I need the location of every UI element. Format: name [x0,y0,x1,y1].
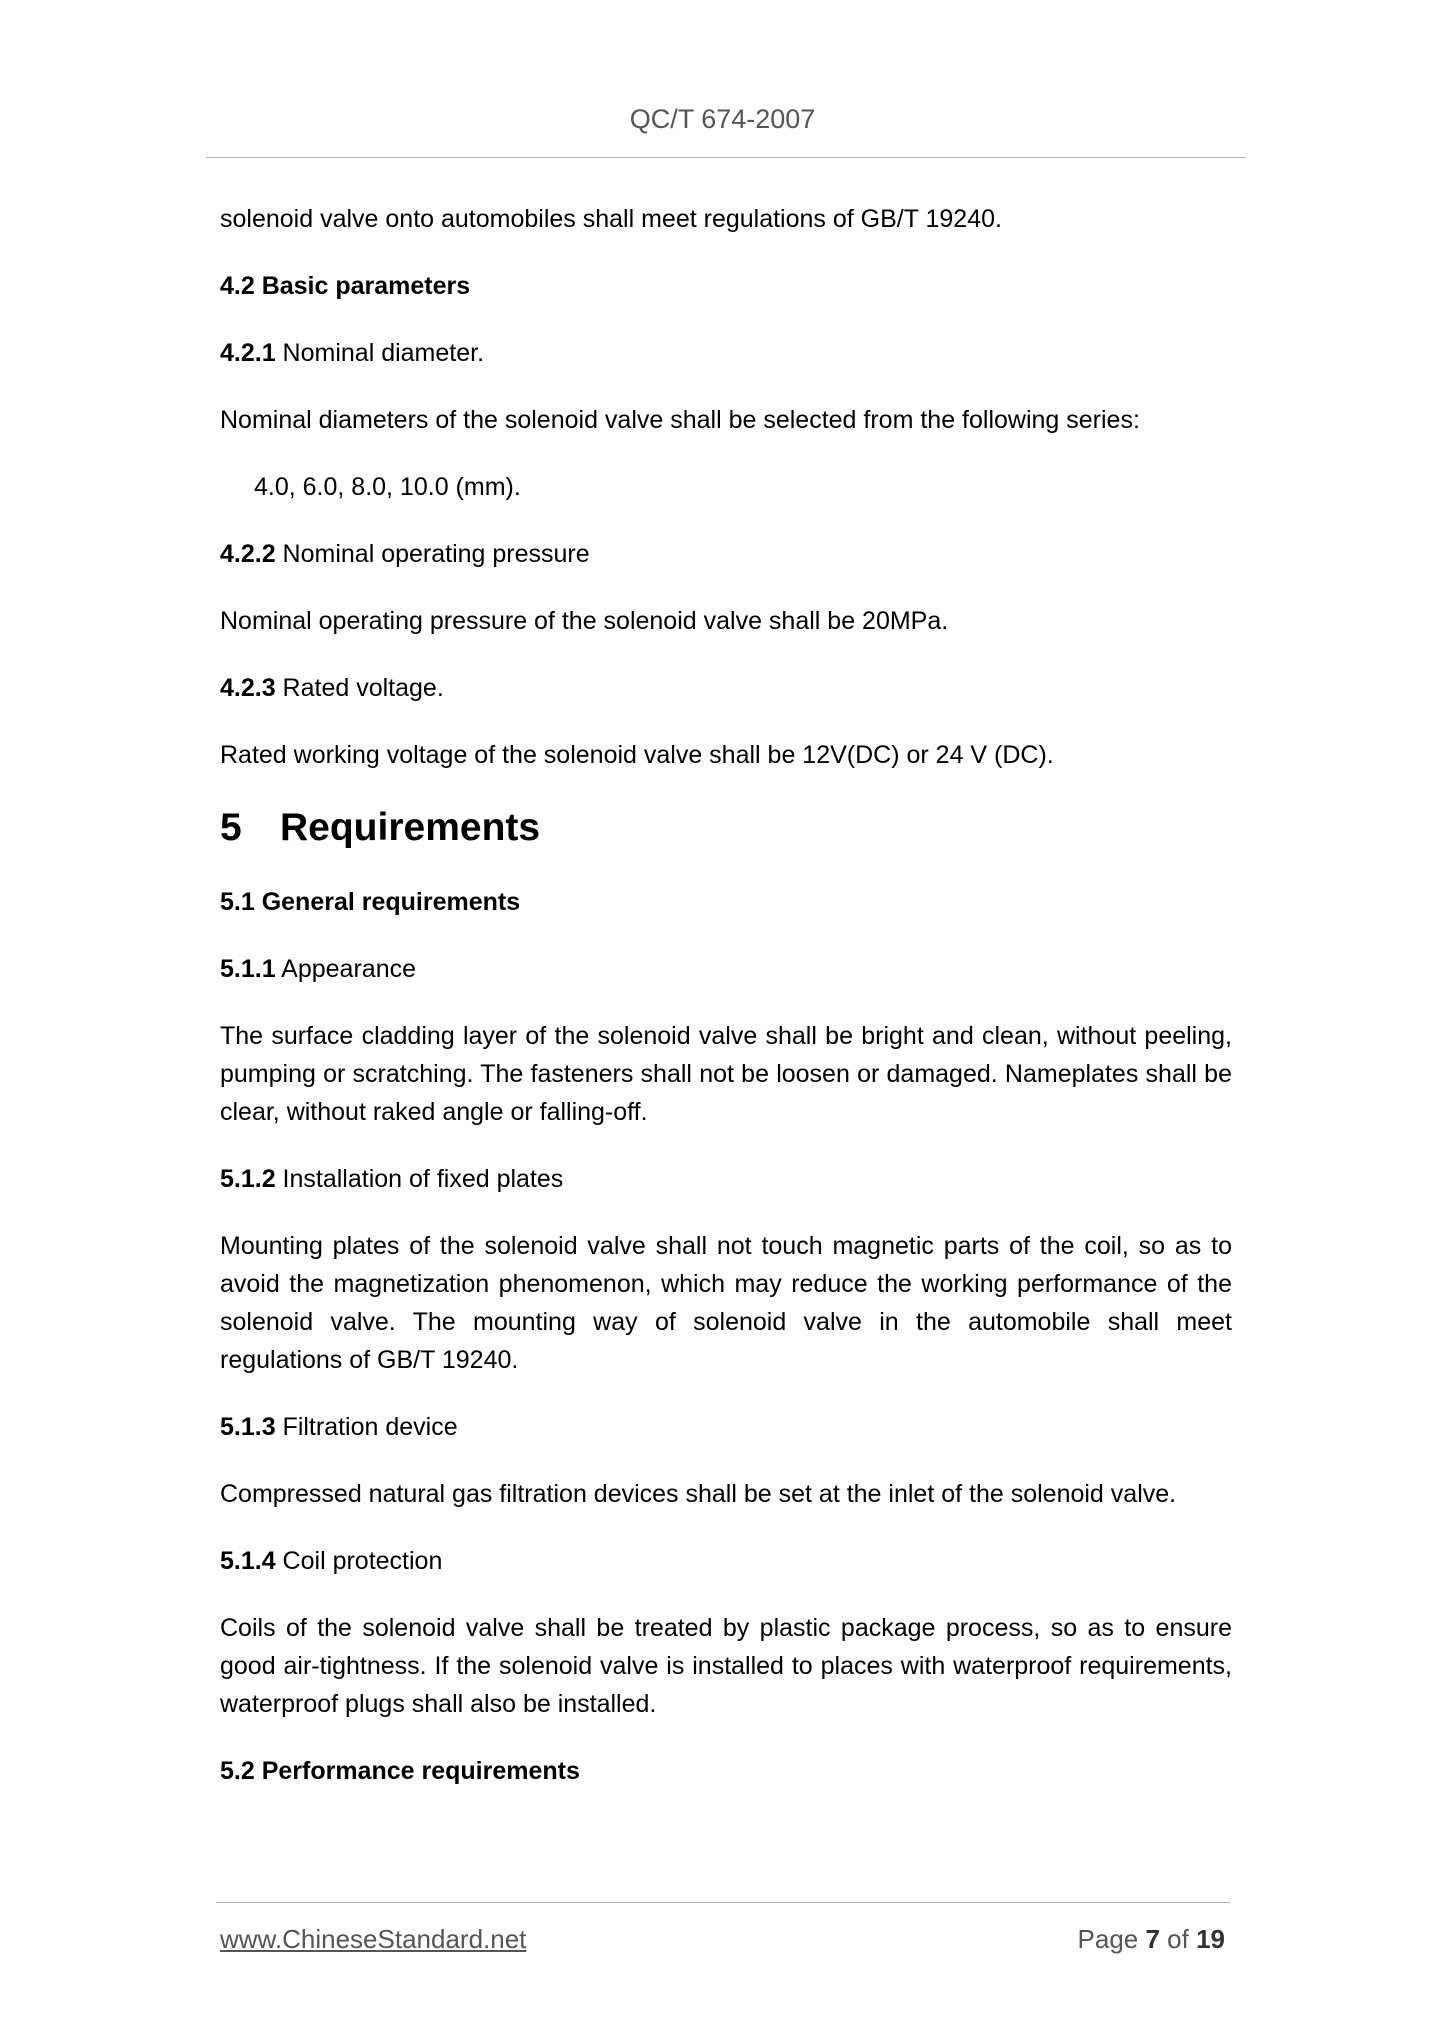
section-4-2-3-heading [220,669,1232,707]
section-5-1-1-heading [220,950,1232,988]
section-number: 4.2.3 [220,674,276,702]
paragraph-4-2-3: Rated working voltage of the solenoid valve shall be 12V(DC) or 24 V (DC). [220,741,1054,769]
section-5-1-4-heading [220,1542,1232,1580]
page-of: of [1159,1924,1197,1954]
section-4-2-heading: 4.2 Basic parameters [220,272,471,300]
website-link[interactable]: www.ChineseStandard.net [220,1924,527,1954]
section-number: 5.1.3 [220,1413,276,1441]
chapter-title: Requirements [280,806,541,849]
chapter-5-heading [220,803,1232,853]
paragraph-4-2-1: Nominal diameters of the solenoid valve shall be selected from the following series: [220,406,1140,434]
section-title: Nominal operating pressure [275,540,590,568]
section-number: 4.2.1 [220,339,276,367]
section-4-2-1-heading [220,334,1232,372]
footer-divider [216,1902,1230,1903]
section-number: 4.2.2 [220,540,276,568]
page-current: 7 [1145,1924,1160,1954]
section-5-1-3-heading [220,1408,1232,1446]
section-title: Filtration device [275,1413,458,1441]
section-title: Nominal diameter. [275,339,485,367]
page-content [220,200,1232,1819]
paragraph-5-1-3: Compressed natural gas filtration devices shall be set at the inlet of the solenoid valve. [220,1480,1177,1508]
chapter-number: 5 [220,806,242,849]
section-title: Installation of fixed plates [275,1165,564,1193]
section-number: 5.1.1 [220,955,276,983]
diameter-values: 4.0, 6.0, 8.0, 10.0 (mm). [254,473,521,501]
header-divider [206,157,1246,158]
section-title: Appearance [275,955,417,983]
document-id-header: QC/T 674-2007 [629,104,816,134]
section-5-2-heading: 5.2 Performance requirements [220,1757,580,1785]
paragraph-5-1-2: Mounting plates of the solenoid valve shall not touch magnetic parts of the coil, so as to avoid the magnetization phenomenon, which may reduce the working performance of the solenoid valve. The mounting way of solenoid valve in the automobile shall meet regulations of GB/T 19240. [220,1232,1232,1374]
section-number: 5.1.2 [220,1165,276,1193]
section-5-1-heading: 5.1 General requirements [220,888,521,916]
page-total: 19 [1196,1924,1225,1954]
section-4-2-2-heading [220,535,1232,573]
paragraph-5-1-1: The surface cladding layer of the solenoid valve shall be bright and clean, without peeling, pumping or scratching. The fasteners shall not be loosen or damaged. Nameplates shall be clear, without raked angle or falling-off. [220,1022,1232,1126]
paragraph-5-1-4: Coils of the solenoid valve shall be treated by plastic package process, so as to ensure good air-tightness. If the solenoid valve is installed to places with waterproof requirements, waterproof plugs shall also be installed. [220,1614,1232,1718]
section-number: 5.1.4 [220,1547,276,1575]
paragraph-4-2-2: Nominal operating pressure of the solenoid valve shall be 20MPa. [220,607,949,635]
section-5-1-2-heading [220,1160,1232,1198]
page-number [1078,1924,1225,1955]
section-title: Coil protection [275,1547,443,1575]
paragraph-continuation: solenoid valve onto automobiles shall meet regulations of GB/T 19240. [220,205,1002,233]
section-title: Rated voltage. [275,674,444,702]
page-label: Page [1077,1924,1146,1954]
